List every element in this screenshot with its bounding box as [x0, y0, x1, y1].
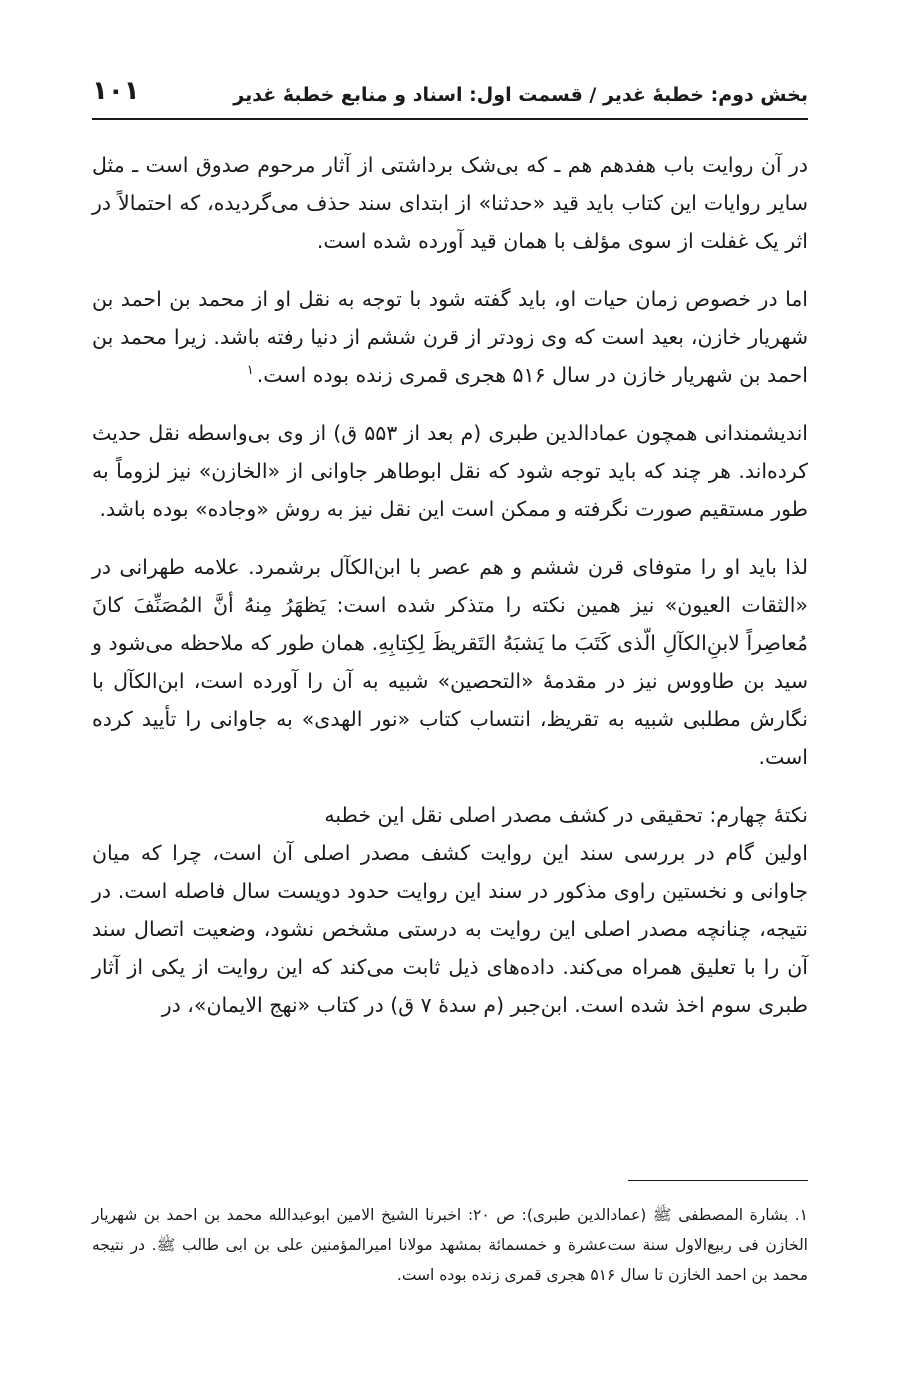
paragraph-4: لذا باید او را متوفای قرن ششم و هم عصر با ابن‌الکآل برشمرد. علامه طهرانی در «الثقات العیون» نیز همین نکته را متذکر شده است: یَظهَرُ مِنهُ أنَّ المُصَنِّفَ کانَ مُعاصِراً لابنِ‌الکآلِ الّذی کَتَبَ ما یَشبَهُ التَقریظَ لِکِتابِهِ. همان طور که ملاحظه می‌شود و سید بن طاووس نیز در مقدمهٔ «التحصین» شبیه به آن را آورده است، ابن‌الکآل با نگارش مطلبی شبیه به تقریظ، انتساب کتاب «نور الهدی» به جاوانی را تأیید کرده است. — [92, 555, 808, 769]
paragraph-2 — [92, 280, 808, 394]
footnote-reference[interactable]: ۱ — [246, 363, 254, 379]
main-text — [92, 146, 808, 1024]
running-title: بخش دوم: خطبهٔ غدیر / قسمت اول: اسناد و منابع خطبهٔ غدیر — [233, 84, 808, 106]
paragraph-1: در آن روایت باب هفدهم هم ـ که بی‌شک برداشتی از آثار مرحوم صدوق است ـ مثل سایر روایات این کتاب باید قید «حدثنا» از ابتدای سند حذف می‌گردیده، که احتمالاً در اثر یک غفلت از سوی مؤلف با همان قید آورده شده است. — [92, 153, 808, 253]
paragraph-2-text: اما در خصوص زمان حیات او، باید گفته شود با توجه به نقل او از محمد بن احمد بن شهریار خازن، بعید است که وی زودتر از قرن ششم از دنیا رفته باشد. زیرا محمد بن احمد بن شهریار خازن در سال ۵۱۶ هجری قمری زنده بوده است. — [92, 287, 808, 387]
page-number: ۱۰۱ — [92, 76, 140, 106]
paragraph-3: اندیشمندانی همچون عمادالدین طبری (م بعد از ۵۵۳ ق) از وی بی‌واسطه نقل حدیث کرده‌اند. هر چند که باید توجه شود که نقل ابوطاهر جاوانی از «الخازن» نیز لزوماً به طور مستقیم صورت نگرفته و ممکن است این نقل نیز به روش «وجاده» بوده باشد. — [92, 421, 808, 521]
book-page — [92, 60, 808, 1284]
page-header — [92, 60, 808, 120]
footnote: ۱. بشارة المصطفی ﷺ (عمادالدین طبری): ص ۲۰: اخبرنا الشیخ الامین ابوعبدالله محمد بن احمد بن شهریار الخازن فی ربیع‌الاول سنة ست‌عشرة و خمسمائة بمشهد مولانا امیرالمؤمنین علی بن ابی طالب ﷺ. در نتیجه محمد بن احمد الخازن تا سال ۵۱۶ هجری قمری زنده بوده است. — [92, 1206, 808, 1284]
section-heading: نکتهٔ چهارم: تحقیقی در کشف مصدر اصلی نقل این خطبه — [324, 803, 808, 827]
section-paragraph: اولین گام در بررسی سند این روایت کشف مصدر اصلی آن است، چرا که میان جاوانی و نخستین راوی مذکور در سند این روایت حدود دویست سال فاصله است. در نتیجه، چنانچه مصدر اصلی این روایت به درستی مشخص نشود، وضعیت اتصال سند آن را با تعلیق همراه می‌کند. داده‌های ذیل ثابت می‌کند که این روایت از یکی از آثار طبری سوم اخذ شده است. ابن‌جبر (م سدهٔ ۷ ق) در کتاب «نهج الایمان»، در — [92, 841, 808, 1017]
